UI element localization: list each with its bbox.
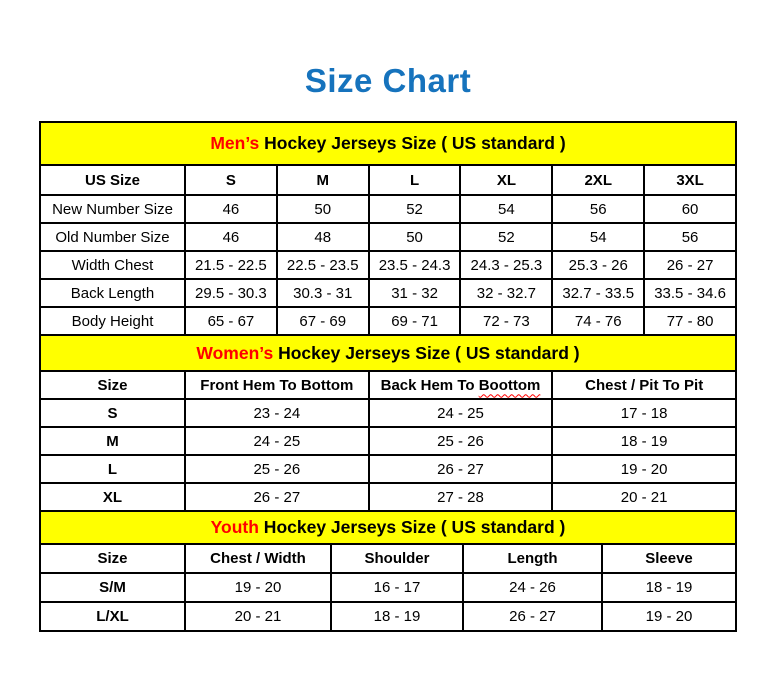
mens-section-banner [40, 122, 736, 165]
youth-column-header-row [40, 544, 736, 573]
row-label: Width Chest [40, 251, 185, 279]
table-row [40, 307, 736, 335]
size-value-cell: 65 - 67 [185, 307, 277, 335]
table-row [40, 455, 736, 483]
youth-section-banner [40, 511, 736, 544]
column-header: Chest / Pit To Pit [552, 371, 736, 399]
mens-column-header-row [40, 165, 736, 195]
banner-highlight-word: Men’s [210, 133, 260, 153]
table-row [40, 279, 736, 307]
size-value-cell: 24 - 25 [185, 427, 369, 455]
column-header: Sleeve [602, 544, 736, 573]
size-value-cell: 77 - 80 [644, 307, 736, 335]
womens-banner-row [40, 335, 736, 371]
size-value-cell: 46 [185, 195, 277, 223]
size-value-cell: 31 - 32 [369, 279, 461, 307]
banner-highlight-word: Women’s [196, 342, 274, 363]
size-value-cell: 19 - 20 [602, 602, 736, 631]
table-row [40, 573, 736, 602]
column-header: Length [463, 544, 602, 573]
row-label: S/M [40, 573, 185, 602]
size-value-cell: 24 - 26 [463, 573, 602, 602]
size-value-cell: 18 - 19 [552, 427, 736, 455]
column-header: Size [40, 544, 185, 573]
size-value-cell: 54 [460, 195, 552, 223]
size-value-cell: 25 - 26 [369, 427, 553, 455]
size-value-cell: 50 [277, 195, 369, 223]
size-value-cell: 26 - 27 [369, 455, 553, 483]
row-label: M [40, 427, 185, 455]
table-row [40, 251, 736, 279]
size-value-cell: 29.5 - 30.3 [185, 279, 277, 307]
size-value-cell: 26 - 27 [185, 483, 369, 511]
size-value-cell: 27 - 28 [369, 483, 553, 511]
size-value-cell: 52 [369, 195, 461, 223]
size-value-cell: 20 - 21 [185, 602, 331, 631]
column-header: Chest / Width [185, 544, 331, 573]
column-header: XL [460, 165, 552, 195]
size-value-cell: 16 - 17 [331, 573, 463, 602]
table-row [40, 399, 736, 427]
womens-column-header-row [40, 371, 736, 399]
banner-text: Hockey Jerseys Size ( US standard ) [258, 517, 566, 537]
size-value-cell: 72 - 73 [460, 307, 552, 335]
row-label: S [40, 399, 185, 427]
row-label: Back Length [40, 279, 185, 307]
size-value-cell: 20 - 21 [552, 483, 736, 511]
size-value-cell: 17 - 18 [552, 399, 736, 427]
row-label: Body Height [40, 307, 185, 335]
size-value-cell: 46 [185, 223, 277, 251]
size-value-cell: 56 [552, 195, 644, 223]
row-label: L [40, 455, 185, 483]
size-value-cell: 24.3 - 25.3 [460, 251, 552, 279]
size-value-cell: 23.5 - 24.3 [369, 251, 461, 279]
size-value-cell: 56 [644, 223, 736, 251]
misspelled-word: Boottom [478, 376, 541, 394]
size-value-cell: 48 [277, 223, 369, 251]
column-header: Front Hem To Bottom [185, 371, 369, 399]
column-header: Shoulder [331, 544, 463, 573]
size-value-cell: 26 - 27 [644, 251, 736, 279]
size-value-cell: 23 - 24 [185, 399, 369, 427]
size-value-cell: 32.7 - 33.5 [552, 279, 644, 307]
size-value-cell: 54 [552, 223, 644, 251]
column-header: 2XL [552, 165, 644, 195]
size-value-cell: 50 [369, 223, 461, 251]
size-value-cell: 30.3 - 31 [277, 279, 369, 307]
size-value-cell: 19 - 20 [185, 573, 331, 602]
column-header: 3XL [644, 165, 736, 195]
column-header: M [277, 165, 369, 195]
size-value-cell: 74 - 76 [552, 307, 644, 335]
size-value-cell: 18 - 19 [602, 573, 736, 602]
womens-section-banner [40, 335, 736, 371]
banner-highlight-word: Youth [210, 517, 259, 537]
mens-banner-row [40, 122, 736, 165]
size-value-cell: 19 - 20 [552, 455, 736, 483]
size-value-cell: 25 - 26 [185, 455, 369, 483]
size-value-cell: 52 [460, 223, 552, 251]
size-value-cell: 33.5 - 34.6 [644, 279, 736, 307]
column-header: Size [40, 371, 185, 399]
row-label: L/XL [40, 602, 185, 631]
column-header [369, 371, 553, 399]
row-label: XL [40, 483, 185, 511]
table-row [40, 195, 736, 223]
table-row [40, 602, 736, 631]
column-header: L [369, 165, 461, 195]
size-value-cell: 60 [644, 195, 736, 223]
banner-text: Hockey Jerseys Size ( US standard ) [273, 342, 580, 363]
size-value-cell: 67 - 69 [277, 307, 369, 335]
column-header-text: Back Hem To [380, 376, 479, 394]
size-value-cell: 25.3 - 26 [552, 251, 644, 279]
mens-size-table [39, 121, 737, 336]
table-row [40, 223, 736, 251]
youth-size-table [39, 510, 737, 632]
size-value-cell: 18 - 19 [331, 602, 463, 631]
table-row [40, 483, 736, 511]
page-title: Size Chart [304, 62, 472, 99]
column-header: US Size [40, 165, 185, 195]
table-row [40, 427, 736, 455]
column-header: S [185, 165, 277, 195]
size-tables [39, 121, 737, 632]
size-value-cell: 32 - 32.7 [460, 279, 552, 307]
size-value-cell: 21.5 - 22.5 [185, 251, 277, 279]
size-value-cell: 26 - 27 [463, 602, 602, 631]
row-label: New Number Size [40, 195, 185, 223]
youth-banner-row [40, 511, 736, 544]
size-value-cell: 24 - 25 [369, 399, 553, 427]
banner-text: Hockey Jerseys Size ( US standard ) [259, 133, 566, 153]
size-value-cell: 69 - 71 [369, 307, 461, 335]
size-value-cell: 22.5 - 23.5 [277, 251, 369, 279]
row-label: Old Number Size [40, 223, 185, 251]
womens-size-table [39, 334, 737, 512]
